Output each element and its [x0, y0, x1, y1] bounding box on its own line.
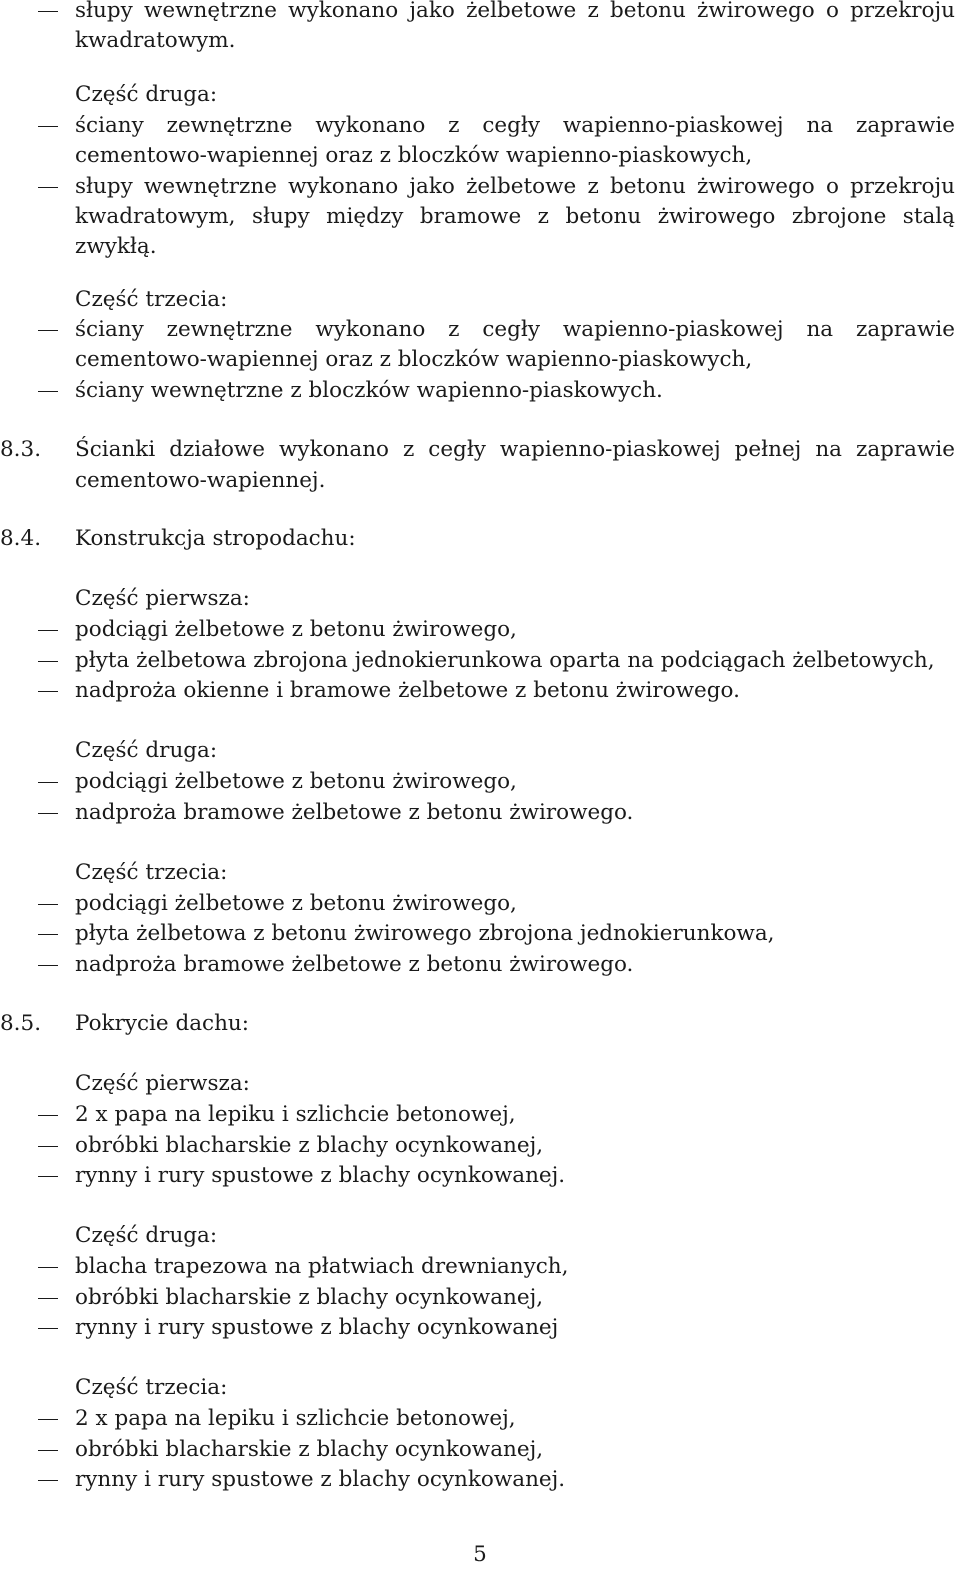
list-item-continuation: zwykłą. [75, 234, 157, 259]
list-item-text: słupy wewnętrzne wykonano jako żelbetowe z betonu żwirowego o przekroju [75, 174, 955, 199]
list-item-text: nadproża bramowe żelbetowe z betonu żwirowego. [75, 800, 634, 825]
list-item-text: słupy wewnętrzne wykonano jako żelbetowe z betonu żwirowego o przekroju [75, 0, 955, 23]
section-title: Konstrukcja stropodachu: [75, 526, 356, 551]
list-item-text: płyta żelbetowa zbrojona jednokierunkowa oparta na podciągach żelbetowych, [75, 648, 935, 673]
list-item-continuation: cementowo-wapiennej oraz z bloczków wapienno-piaskowych, [75, 143, 753, 168]
list-item-text: obróbki blacharskie z blachy ocynkowanej, [75, 1133, 544, 1158]
list-dash [38, 1419, 58, 1420]
section-number: 8.5. [0, 1011, 42, 1036]
part-heading: Część druga: [75, 82, 218, 107]
list-item-text: rynny i rury spustowe z blachy ocynkowanej [75, 1315, 559, 1340]
list-item-continuation: kwadratowym. [75, 28, 236, 53]
list-dash [38, 1480, 58, 1481]
part-heading: Część trzecia: [75, 287, 228, 312]
list-item-text: obróbki blacharskie z blachy ocynkowanej, [75, 1437, 544, 1462]
list-dash [38, 1146, 58, 1147]
list-item-text: nadproża okienne i bramowe żelbetowe z betonu żwirowego. [75, 678, 740, 703]
list-dash [38, 813, 58, 814]
list-item-text: ściany zewnętrzne wykonano z cegły wapienno-piaskowej na zaprawie [75, 113, 955, 138]
list-item-text: ściany zewnętrzne wykonano z cegły wapienno-piaskowej na zaprawie [75, 317, 955, 342]
list-item-text: rynny i rury spustowe z blachy ocynkowanej. [75, 1163, 566, 1188]
part-heading: Część trzecia: [75, 1375, 228, 1400]
list-dash [38, 1267, 58, 1268]
list-dash [38, 691, 58, 692]
page-number: 5 [473, 1542, 487, 1567]
list-dash [38, 934, 58, 935]
list-item-text: ściany wewnętrzne z bloczków wapienno-piaskowych. [75, 378, 663, 403]
list-item-text: płyta żelbetowa z betonu żwirowego zbrojona jednokierunkowa, [75, 921, 775, 946]
list-dash [38, 11, 58, 12]
section-number: 8.3. [0, 437, 42, 462]
list-item-text: podciągi żelbetowe z betonu żwirowego, [75, 769, 517, 794]
list-dash [38, 904, 58, 905]
list-item-text: podciągi żelbetowe z betonu żwirowego, [75, 891, 517, 916]
section-text-continuation: cementowo-wapiennej. [75, 468, 326, 493]
part-heading: Część druga: [75, 1223, 218, 1248]
list-dash [38, 126, 58, 127]
part-heading: Część trzecia: [75, 860, 228, 885]
list-item-continuation: kwadratowym, słupy między bramowe z betonu żwirowego zbrojone stalą [75, 204, 955, 229]
part-heading: Część pierwsza: [75, 1071, 250, 1096]
list-dash [38, 661, 58, 662]
list-item-text: blacha trapezowa na płatwiach drewnianych, [75, 1254, 569, 1279]
list-item-text: obróbki blacharskie z blachy ocynkowanej, [75, 1285, 544, 1310]
list-item-text: rynny i rury spustowe z blachy ocynkowanej. [75, 1467, 566, 1492]
list-item-text: 2 x papa na lepiku i szlichcie betonowej, [75, 1406, 516, 1431]
list-dash [38, 187, 58, 188]
list-dash [38, 1450, 58, 1451]
part-heading: Część pierwsza: [75, 586, 250, 611]
list-dash [38, 1298, 58, 1299]
section-title: Pokrycie dachu: [75, 1011, 250, 1036]
part-heading: Część druga: [75, 738, 218, 763]
list-item-continuation: cementowo-wapiennej oraz z bloczków wapienno-piaskowych, [75, 347, 753, 372]
list-dash [38, 1115, 58, 1116]
list-dash [38, 330, 58, 331]
list-dash [38, 630, 58, 631]
list-dash [38, 1328, 58, 1329]
list-dash [38, 782, 58, 783]
list-dash [38, 1176, 58, 1177]
list-item-text: 2 x papa na lepiku i szlichcie betonowej, [75, 1102, 516, 1127]
list-dash [38, 391, 58, 392]
list-item-text: podciągi żelbetowe z betonu żwirowego, [75, 617, 517, 642]
section-text: Ścianki działowe wykonano z cegły wapienno-piaskowej pełnej na zaprawie [75, 437, 955, 462]
list-item-text: nadproża bramowe żelbetowe z betonu żwirowego. [75, 952, 634, 977]
list-dash [38, 965, 58, 966]
section-number: 8.4. [0, 526, 42, 551]
